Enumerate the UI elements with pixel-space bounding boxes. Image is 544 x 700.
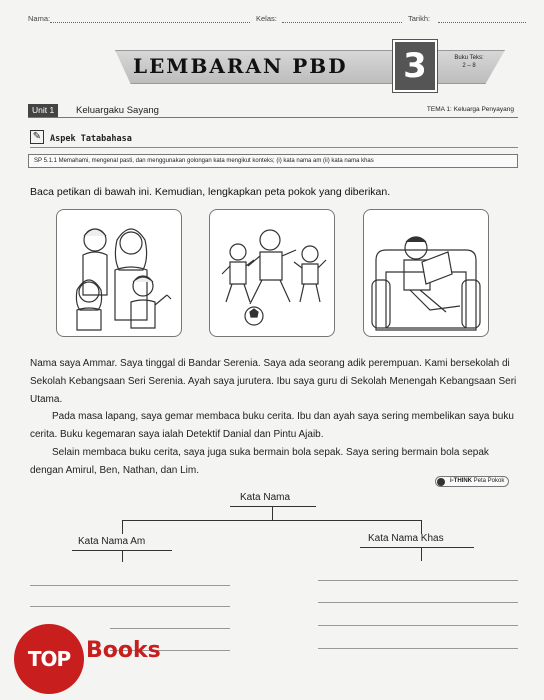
sheet-number-badge [393,40,437,92]
tree-left-drop [122,520,123,534]
instruction-text: Baca petikan di bawah ini. Kemudian, lengkapkan peta pokok yang diberikan. [30,186,391,198]
unit-name: Keluargaku Sayang [76,105,159,116]
tree-right-stem [421,547,422,561]
passage-paragraph-3: Selain membaca buku cerita, saya juga suka bermain bola sepak. Saya sering bermain bola sepak dengan Amirul, Ben, Nathan, dan Lim. [30,446,489,476]
passage-paragraph-1: Nama saya Ammar. Saya tinggal di Bandar Serenia. Saya ada seorang adik perempuan. Kami bersekolah di Sekolah Kebangsaan Seri Serenia. Ayah saya jurutera. Ibu saya guru di Sekolah Menengah Kebangsaan Seri Utama. [30,358,517,405]
tree-left-label: Kata Nama Am [78,536,146,547]
answer-line-right-2[interactable] [318,602,518,603]
family-illustration-icon [57,210,181,336]
tarikh-label: Tarikh: [408,14,431,23]
unit-bar [28,104,518,118]
answer-line-right-1[interactable] [318,580,518,581]
tree-right-underline [360,547,474,548]
pencil-icon: ✎ [30,130,44,144]
nama-label: Nama: [28,14,51,23]
tree-right-label: Kata Nama Khas [368,533,444,544]
football-illustration-icon [210,210,334,336]
answer-line-left-1[interactable] [30,585,230,586]
answer-line-left-3[interactable] [110,628,230,629]
buku-teks-label: Buku Teks: [454,55,484,61]
reading-boy-illustration-icon [364,210,488,336]
topbooks-logo-text: Books [86,638,161,663]
ithink-brand: i-THINK [450,478,472,484]
ithink-icon [437,478,445,486]
passage-paragraph-2: Pada masa lapang, saya gemar membaca buku cerita. Ibu dan ayah saya sering membelikan saya buku cerita. Buku kegemaran saya ialah Detektif Danial dan Pintu Ajaib. [30,411,514,441]
title-banner [115,40,515,94]
tree-right-drop [421,520,422,534]
nama-field[interactable] [50,22,250,23]
tema-label: TEMA 1: Keluarga Penyayang [426,106,514,113]
kelas-field[interactable] [282,22,402,23]
aspek-divider [30,147,518,148]
answer-line-left-2[interactable] [30,606,230,607]
answer-line-right-4[interactable] [318,648,518,649]
sp-standard-box: SP 5.1.1 Memahami, mengenal pasti, dan menggunakan golongan kata mengikut konteks; (i) kata nama am (ii) kata nama khas [28,154,518,168]
reading-passage [30,355,518,480]
ithink-badge [435,476,509,487]
unit-tag: Unit 1 [28,104,58,117]
answer-line-right-3[interactable] [318,625,518,626]
page-title: LEMBARAN PBD [133,54,348,78]
tree-stem [272,506,273,520]
picture-reading [363,209,489,337]
kelas-label: Kelas: [256,14,277,23]
tarikh-field[interactable] [438,22,526,23]
buku-teks-pages: 2 – 8 [462,63,476,69]
aspek-heading: Aspek Tatabahasa [50,134,132,144]
ithink-label: Peta Pokok [473,478,505,484]
picture-family [56,209,182,337]
picture-football [209,209,335,337]
topbooks-logo-badge: TOP [14,624,84,694]
tree-branch [122,520,422,521]
tree-left-stem [122,550,123,562]
buku-teks-ref [445,54,493,70]
sheet-number: 3 [403,46,427,86]
tree-root-label: Kata Nama [240,492,291,503]
tree-root-underline [230,506,316,507]
